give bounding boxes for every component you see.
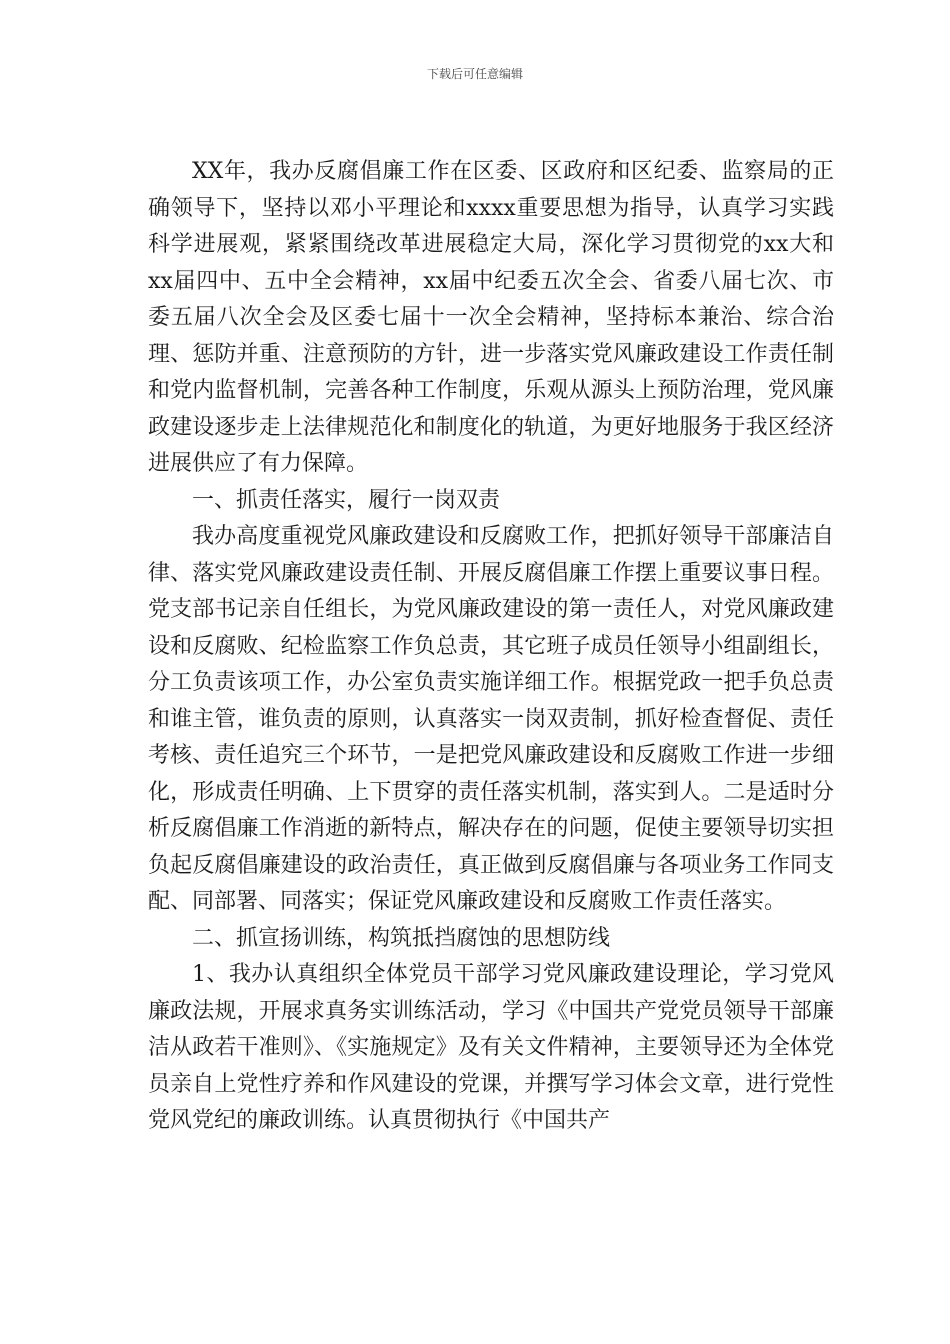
section-2-paragraph: 1、我办认真组织全体党员干部学习党风廉政建设理论，学习党风廉政法规，开展求真务实训练活动，学习《中国共产党党员领导干部廉洁从政若干准则》、《实施规定》及有关文件精神，主要领导还为全体党员亲自上党性疗养和作风建设的党课，并撰写学习体会文章，进行党性党风党纪的廉政训练。认真贯彻执行《中国共产: [148, 962, 834, 1133]
document-body: [148, 154, 834, 1140]
intro-paragraph: XX年，我办反腐倡廉工作在区委、区政府和区纪委、监察局的正确领导下，坚持以邓小平理论和xxxx重要思想为指导，认真学习实践科学进展观，紧紧围绕改革进展稳定大局，深化学习贯彻党的xx大和xx届四中、五中全会精神，xx届中纪委五次全会、省委八届七次、市委五届八次全会及区委七届十一次全会精神，坚持标本兼治、综合治理、惩防并重、注意预防的方针，进一步落实党风廉政建设工作责任制和党内监督机制，完善各种工作制度，乐观从源头上预防治理，党风廉政建设逐步走上法律规范化和制度化的轨道，为更好地服务于我区经济进展供应了有力保障。: [148, 159, 834, 476]
page-header-note: 下载后可任意编辑: [426, 67, 523, 81]
section-1-paragraph: 我办高度重视党风廉政建设和反腐败工作，把抓好领导干部廉洁自律、落实党风廉政建设责任制、开展反腐倡廉工作摆上重要议事日程。党支部书记亲自任组长，为党风廉政建设的第一责任人，对党风廉政建设和反腐败、纪检监察工作负总责，其它班子成员任领导小组副组长，分工负责该项工作，办公室负责实施详细工作。根据党政一把手负总责和谁主管，谁负责的原则，认真落实一岗双责制，抓好检查督促、责任考核、责任追究三个环节，一是把党风廉政建设和反腐败工作进一步细化，形成责任明确、上下贯穿的责任落实机制，落实到人。二是适时分析反腐倡廉工作消逝的新特点，解决存在的问题，促使主要领导切实担负起反腐倡廉建设的政治责任，真正做到反腐倡廉与各项业务工作同支配、同部署、同落实；保证党风廉政建设和反腐败工作责任落实。: [148, 524, 834, 914]
section-heading-1: 一、抓责任落实，履行一岗双责: [192, 487, 501, 513]
section-heading-2: 二、抓宣扬训练，构筑抵挡腐蚀的思想防线: [192, 925, 611, 951]
